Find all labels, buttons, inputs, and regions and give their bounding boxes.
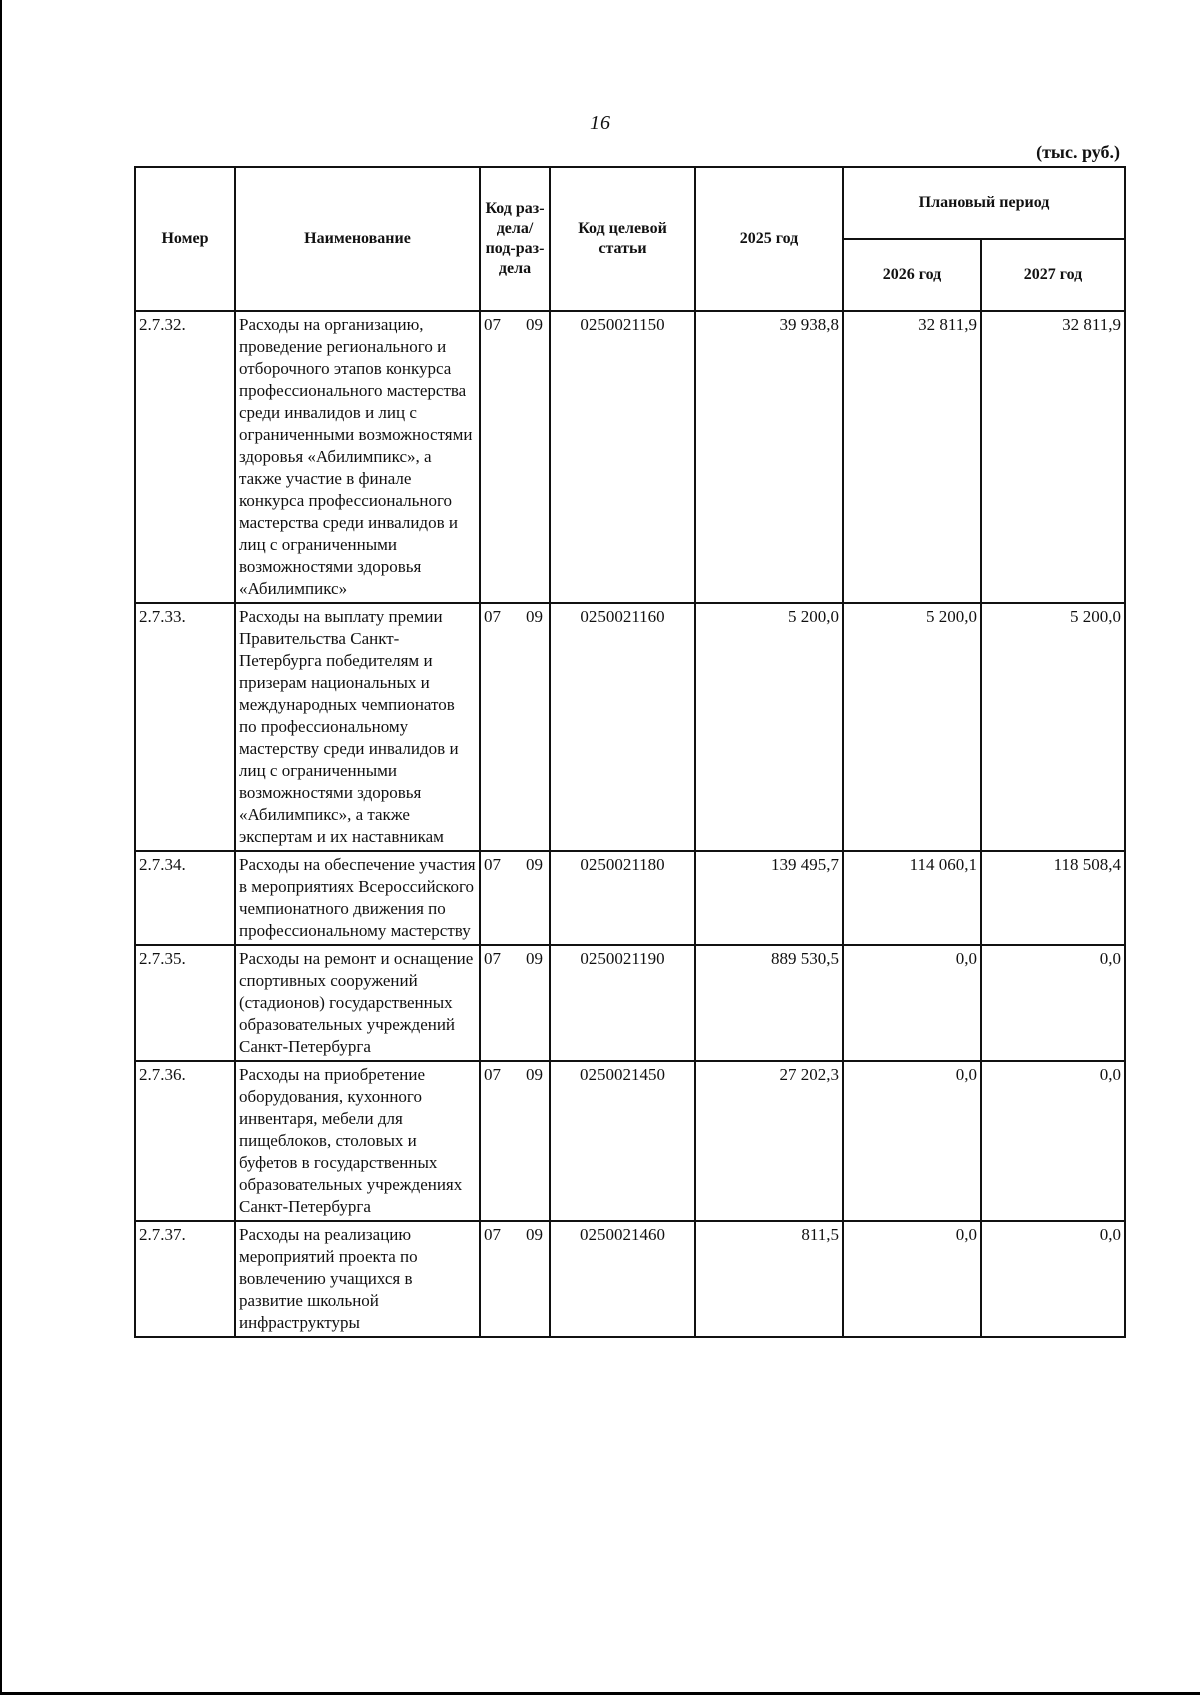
section-code: 07 [484,1065,501,1084]
row-section-code [480,311,550,603]
row-name: Расходы на приобретение оборудования, кухонного инвентаря, мебели для пищеблоков, столовых и буфетов в государственных образовательных учреждениях Санкт-Петербурга [235,1061,480,1221]
row-target-code: 0250021190 [550,945,695,1061]
section-code: 07 [484,949,501,968]
row-section-code [480,945,550,1061]
row-amount-2026: 0,0 [843,1221,981,1337]
scan-left-edge [0,0,2,1695]
units-label: (тыс. руб.) [1036,142,1120,162]
subsection-code: 09 [526,1225,543,1244]
row-target-code: 0250021160 [550,603,695,851]
header-name: Наименование [235,167,480,311]
table-row [135,311,1125,603]
table-row [135,1221,1125,1337]
table-row [135,945,1125,1061]
row-number: 2.7.36. [135,1061,235,1221]
subsection-code: 09 [526,949,543,968]
row-section-code [480,603,550,851]
header-year-2027: 2027 год [981,239,1125,311]
row-number: 2.7.34. [135,851,235,945]
row-amount-2025: 811,5 [695,1221,843,1337]
table-row [135,851,1125,945]
row-name: Расходы на реализацию мероприятий проекта по вовлечению учащихся в развитие школьной инфраструктуры [235,1221,480,1337]
header-section-code: Код раз-дела/ под-раз-дела [480,167,550,311]
row-number: 2.7.32. [135,311,235,603]
table-body [135,311,1125,1337]
subsection-code: 09 [526,855,543,874]
header-year-2026: 2026 год [843,239,981,311]
subsection-code: 09 [526,1065,543,1084]
row-target-code: 0250021460 [550,1221,695,1337]
header-planning-period: Плановый период [843,167,1125,239]
row-amount-2025: 139 495,7 [695,851,843,945]
row-amount-2027: 0,0 [981,945,1125,1061]
budget-table [134,166,1126,1338]
row-number: 2.7.33. [135,603,235,851]
section-code: 07 [484,1225,501,1244]
header-target-code: Код целевой статьи [550,167,695,311]
row-amount-2025: 27 202,3 [695,1061,843,1221]
row-amount-2026: 0,0 [843,1061,981,1221]
row-section-code [480,851,550,945]
section-code: 07 [484,607,501,626]
row-section-code [480,1061,550,1221]
row-target-code: 0250021180 [550,851,695,945]
subsection-code: 09 [526,315,543,334]
row-name: Расходы на выплату премии Правительства Санкт-Петербурга победителям и призерам национальных и международных чемпионатов по профессиональному мастерству среди инвалидов и лиц с ограниченными возможностями здоровья «Абилимпикс», а также экспертам и их наставникам [235,603,480,851]
row-amount-2027: 0,0 [981,1061,1125,1221]
row-number: 2.7.35. [135,945,235,1061]
row-amount-2027: 118 508,4 [981,851,1125,945]
row-amount-2027: 0,0 [981,1221,1125,1337]
row-target-code: 0250021450 [550,1061,695,1221]
row-amount-2027: 5 200,0 [981,603,1125,851]
row-amount-2025: 39 938,8 [695,311,843,603]
row-number: 2.7.37. [135,1221,235,1337]
page-number: 16 [590,112,610,134]
subsection-code: 09 [526,607,543,626]
row-name: Расходы на организацию, проведение регионального и отборочного этапов конкурса профессионального мастерства среди инвалидов и лиц с ограниченными возможностями здоровья «Абилимпикс», а также участие в финале конкурса профессионального мастерства среди инвалидов и лиц с ограниченными возможностями здоровья «Абилимпикс» [235,311,480,603]
section-code: 07 [484,315,501,334]
row-amount-2026: 5 200,0 [843,603,981,851]
row-amount-2025: 5 200,0 [695,603,843,851]
row-name: Расходы на обеспечение участия в мероприятиях Всероссийского чемпионатного движения по профессиональному мастерству [235,851,480,945]
header-number: Номер [135,167,235,311]
row-amount-2026: 114 060,1 [843,851,981,945]
row-amount-2027: 32 811,9 [981,311,1125,603]
row-amount-2025: 889 530,5 [695,945,843,1061]
row-name: Расходы на ремонт и оснащение спортивных сооружений (стадионов) государственных образовательных учреждений Санкт-Петербурга [235,945,480,1061]
section-code: 07 [484,855,501,874]
table-row [135,1061,1125,1221]
row-target-code: 0250021150 [550,311,695,603]
row-amount-2026: 32 811,9 [843,311,981,603]
table-row [135,603,1125,851]
row-section-code [480,1221,550,1337]
header-year-2025: 2025 год [695,167,843,311]
row-amount-2026: 0,0 [843,945,981,1061]
